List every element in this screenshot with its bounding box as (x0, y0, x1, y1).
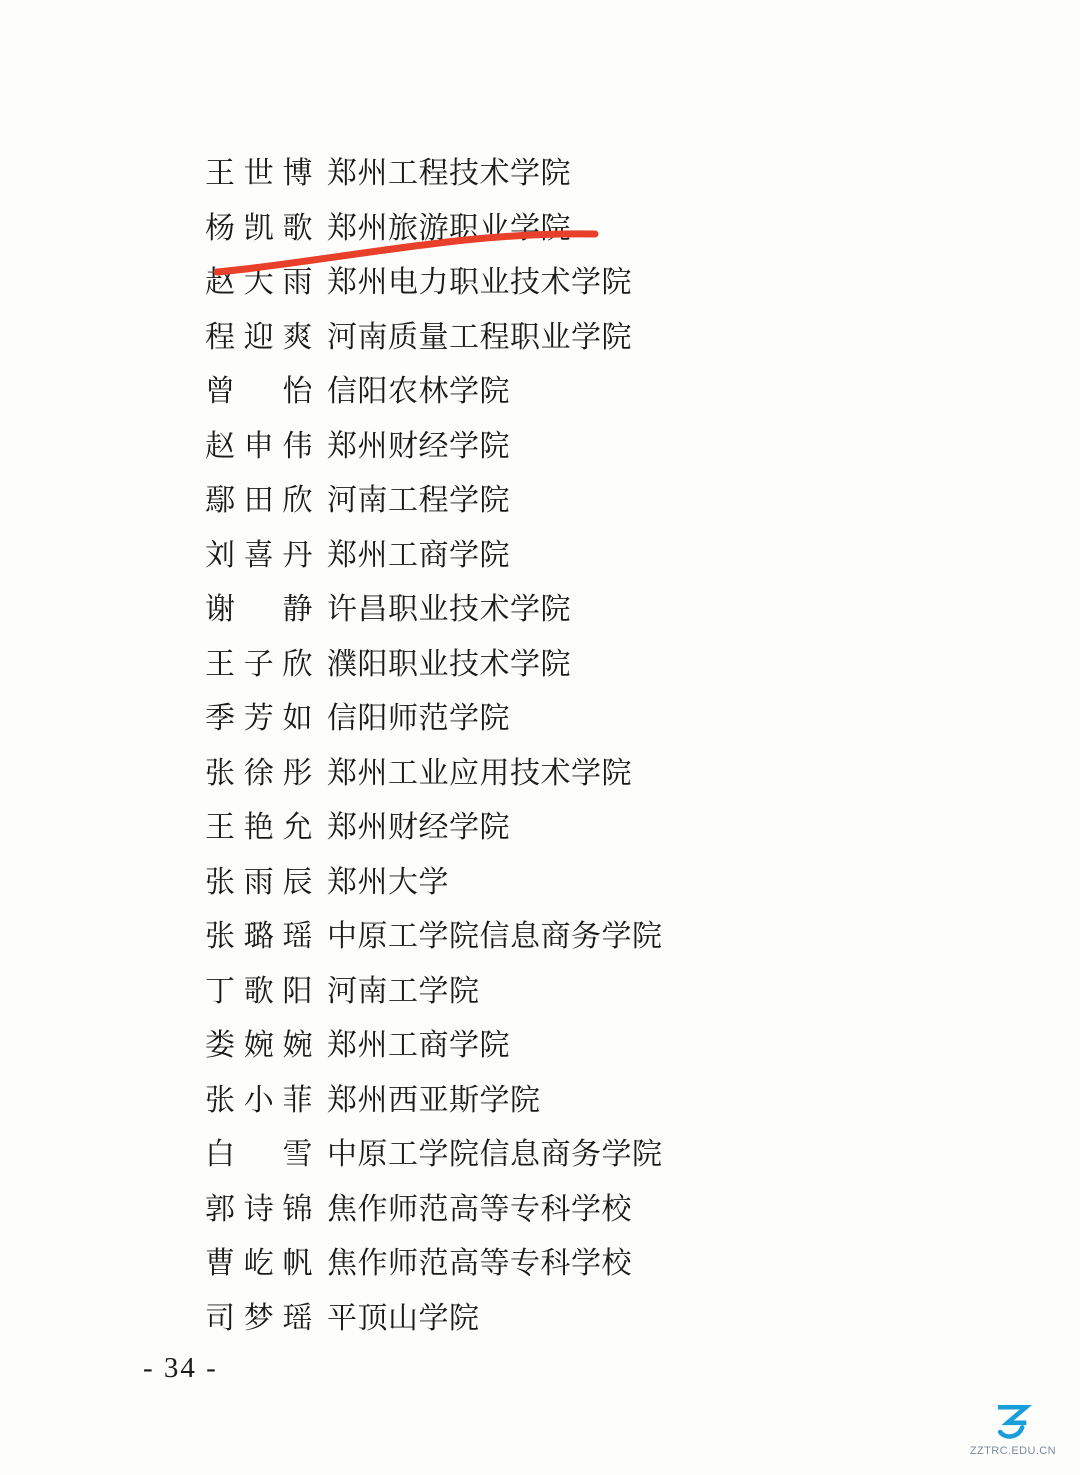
list-item (205, 148, 905, 203)
list-item (205, 1020, 905, 1075)
school-name: 郑州工商学院 (327, 538, 510, 572)
school-name: 河南质量工程职业学院 (327, 320, 632, 354)
list-item (205, 366, 905, 421)
list-item (205, 1075, 905, 1130)
list-item (205, 312, 905, 367)
school-name: 河南工程学院 (327, 484, 510, 517)
list-item (205, 421, 905, 476)
student-name: 娄婉婉 (205, 1029, 313, 1062)
student-name: 张小菲 (205, 1083, 313, 1117)
list-item (205, 693, 905, 748)
list-item (205, 203, 905, 258)
student-name: 司梦瑶 (205, 1301, 313, 1335)
student-name: 张雨辰 (205, 865, 313, 899)
student-name: 曾 怡 (205, 375, 313, 408)
school-name: 郑州旅游职业学院 (327, 211, 571, 245)
school-name: 河南工学院 (327, 974, 480, 1008)
school-name: 平顶山学院 (327, 1301, 480, 1335)
list-item (205, 966, 905, 1021)
student-name: 郭诗锦 (205, 1192, 313, 1226)
student-name: 谢 静 (205, 593, 313, 626)
student-name: 刘喜丹 (205, 538, 313, 572)
list-item (205, 530, 905, 585)
list-item (205, 257, 905, 312)
student-name: 鄢田欣 (205, 484, 313, 517)
list-item (205, 1129, 905, 1184)
school-name: 郑州财经学院 (327, 429, 510, 463)
student-name: 张璐瑶 (205, 920, 313, 953)
student-name: 王艳允 (205, 811, 313, 844)
student-name: 季芳如 (205, 702, 313, 735)
school-name: 中原工学院信息商务学院 (327, 920, 663, 953)
school-name: 焦作师范高等专科学校 (327, 1192, 632, 1226)
student-name: 杨凯歌 (205, 211, 313, 245)
student-name: 丁歌阳 (205, 974, 313, 1008)
school-name: 郑州电力职业技术学院 (327, 266, 632, 299)
student-name: 曹屹帆 (205, 1247, 313, 1280)
student-name: 赵大雨 (205, 266, 313, 299)
watermark (970, 1399, 1056, 1457)
school-name: 许昌职业技术学院 (327, 593, 571, 626)
school-name: 郑州工程技术学院 (327, 157, 571, 190)
list-item (205, 584, 905, 639)
school-name: 信阳农林学院 (327, 375, 510, 408)
list-item (205, 1184, 905, 1239)
site-logo-icon (991, 1399, 1035, 1443)
list-item (205, 475, 905, 530)
page-number: - 34 - (143, 1352, 218, 1384)
school-name: 郑州西亚斯学院 (327, 1083, 541, 1117)
list-item (205, 639, 905, 694)
school-name: 郑州大学 (327, 865, 449, 899)
list-item (205, 1238, 905, 1293)
student-name: 白 雪 (205, 1138, 313, 1171)
student-name: 王子欣 (205, 647, 313, 681)
watermark-text: ZZTRC.EDU.CN (969, 1445, 1056, 1457)
student-name: 张徐彤 (205, 756, 313, 790)
list-item (205, 911, 905, 966)
list-item (205, 802, 905, 857)
school-name: 郑州工业应用技术学院 (327, 756, 632, 790)
list-item (205, 1293, 905, 1348)
school-name: 郑州工商学院 (327, 1029, 510, 1062)
student-name: 赵申伟 (205, 429, 313, 463)
list-item (205, 857, 905, 912)
school-name: 中原工学院信息商务学院 (327, 1138, 663, 1171)
student-name: 王世博 (205, 157, 313, 190)
school-name: 焦作师范高等专科学校 (327, 1247, 632, 1280)
list-item (205, 748, 905, 803)
school-name: 信阳师范学院 (327, 702, 510, 735)
student-name: 程迎爽 (205, 320, 313, 354)
name-school-list (205, 148, 905, 1347)
school-name: 郑州财经学院 (327, 811, 510, 844)
school-name: 濮阳职业技术学院 (327, 647, 571, 681)
